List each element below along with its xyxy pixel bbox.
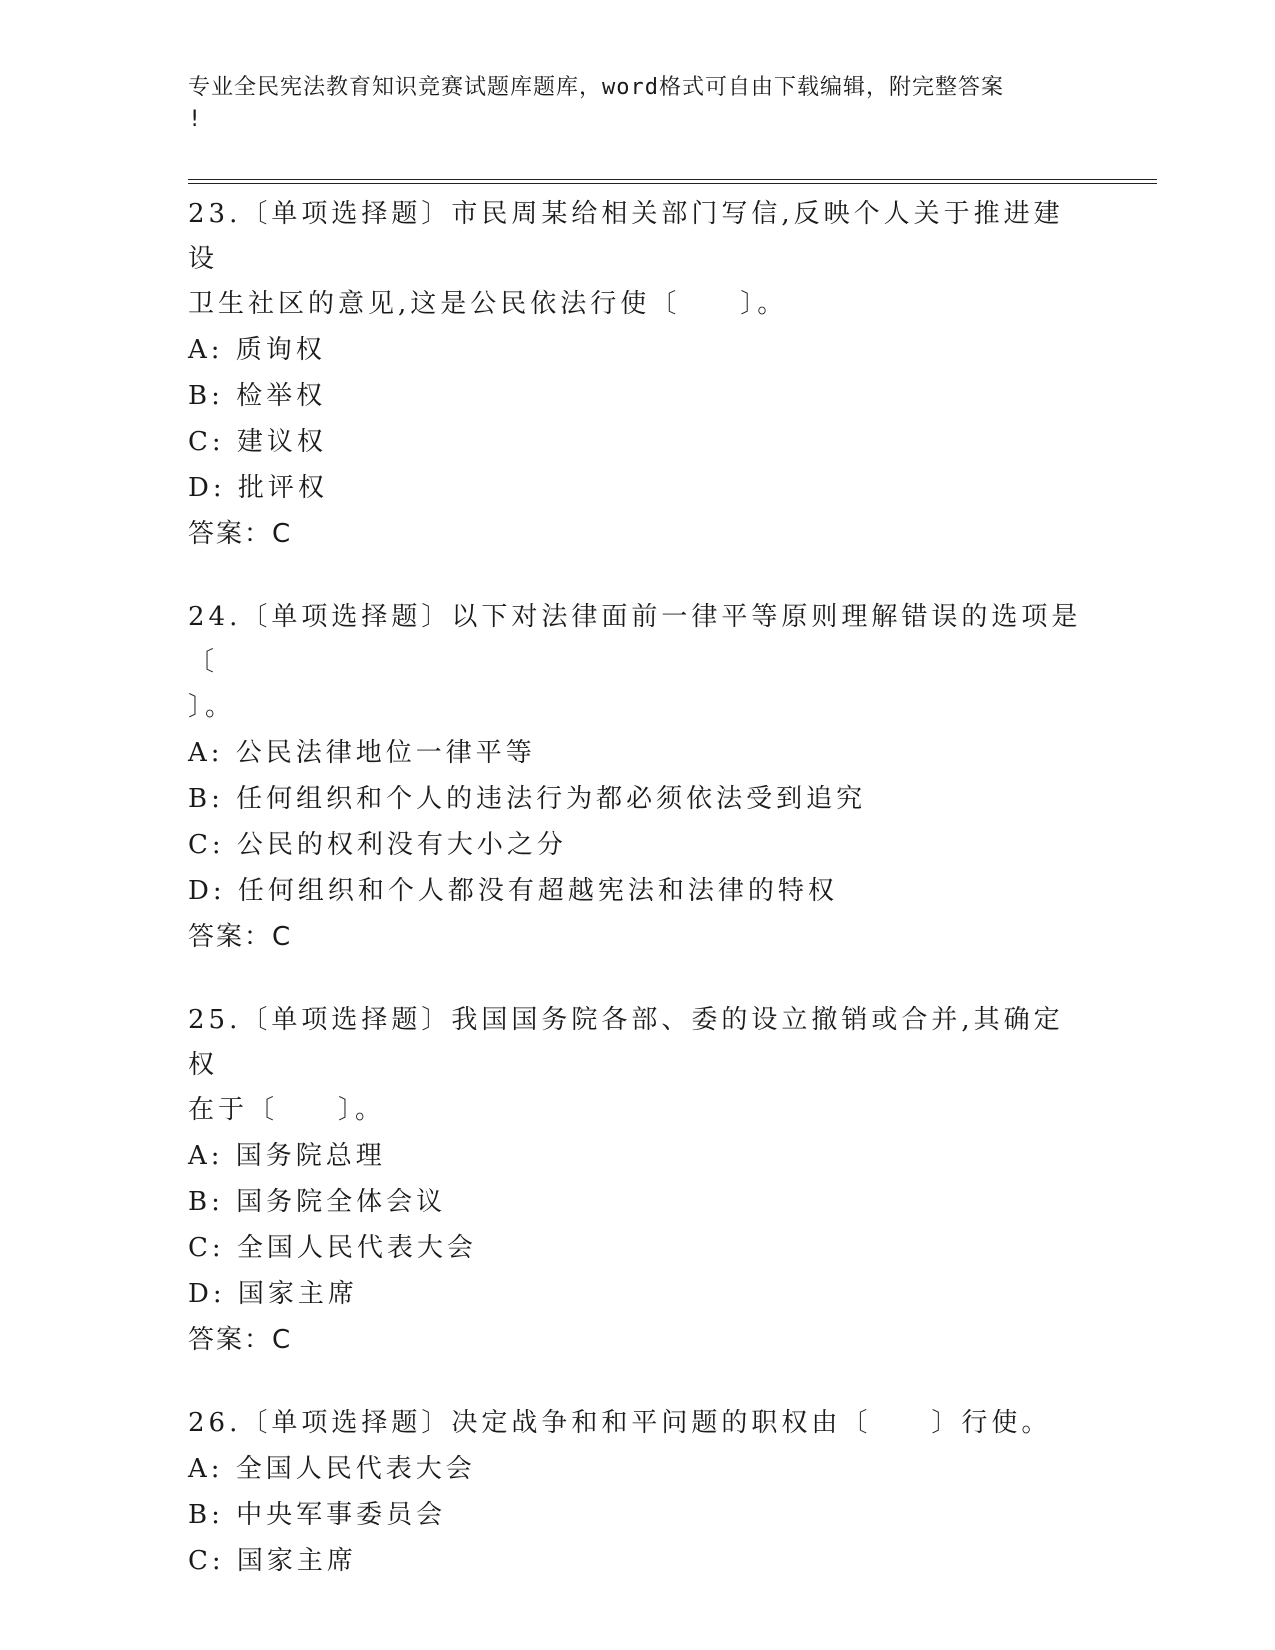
question-stem: 24.〔单项选择题〕以下对法律面前一律平等原则理解错误的选项是〔 〕。 [188,602,1082,722]
option-a: A: 质询权 [188,335,326,365]
question-24 [188,595,1088,960]
option-c: C: 全国人民代表大会 [188,1233,477,1263]
header-divider-bottom [188,183,1157,184]
option-c: C: 公民的权利没有大小之分 [188,830,567,860]
option-d: D: 批评权 [188,473,328,503]
option-c: C: 国家主席 [188,1546,357,1576]
question-stem: 23.〔单项选择题〕市民周某给相关部门写信,反映个人关于推进建设 卫生社区的意见,这是公民依法行使〔 〕。 [188,199,1064,319]
question-stem: 25.〔单项选择题〕我国国务院各部、委的设立撤销或合并,其确定权 在于〔 〕。 [188,1005,1064,1125]
answer-line: 答案：C [188,1325,293,1355]
question-26 [188,1401,1088,1584]
header-divider-top [188,179,1157,180]
option-b: B: 任何组织和个人的违法行为都必须依法受到追究 [188,784,867,814]
option-d: D: 任何组织和个人都没有超越宪法和法律的特权 [188,876,838,906]
question-25 [188,998,1088,1363]
question-list [188,192,1088,1622]
option-a: A: 公民法律地位一律平等 [188,738,536,768]
option-b: B: 国务院全体会议 [188,1187,447,1217]
option-b: B: 中央军事委员会 [188,1500,447,1530]
question-23 [188,192,1088,557]
question-stem: 26.〔单项选择题〕决定战争和和平问题的职权由〔 〕行使。 [188,1408,1052,1438]
option-d: D: 国家主席 [188,1279,358,1309]
document-header-note: 专业全民宪法教育知识竞赛试题库题库，word格式可自由下载编辑，附完整答案 ! [188,75,1004,132]
option-a: A: 全国人民代表大会 [188,1454,476,1484]
option-c: C: 建议权 [188,427,327,457]
answer-line: 答案：C [188,519,293,549]
option-a: A: 国务院总理 [188,1141,386,1171]
answer-line: 答案：C [188,922,293,952]
option-b: B: 检举权 [188,381,327,411]
